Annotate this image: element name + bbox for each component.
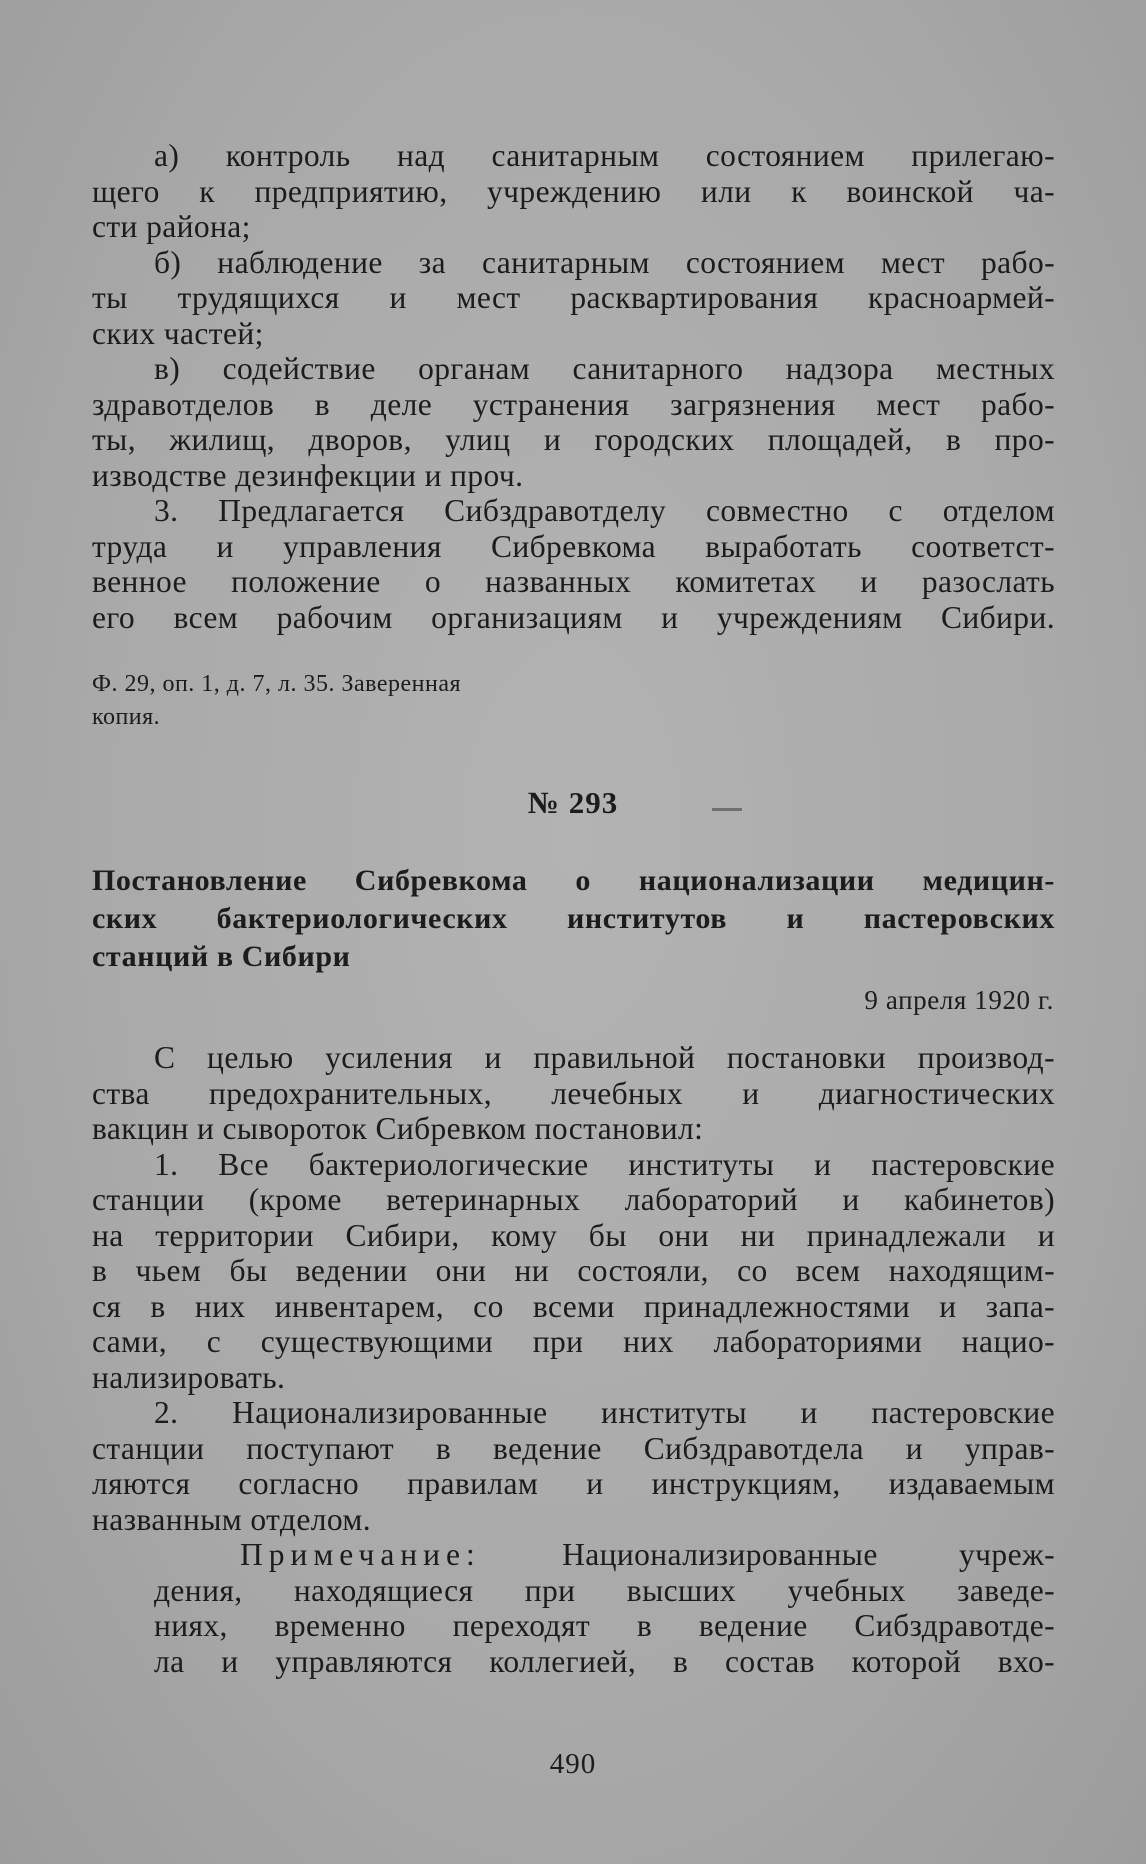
note-line — [92, 1537, 1055, 1573]
source-note-line: копия. — [92, 704, 161, 730]
note-label: Примечание: — [240, 1537, 481, 1572]
text-line: ских частей; — [92, 315, 264, 351]
text-line: ся в них инвентарем, со всеми принадлежностями и запа- — [92, 1288, 1055, 1324]
text-line: щего к предприятию, учреждению или к воинской ча- — [92, 173, 1055, 209]
text-line: названным отделом. — [92, 1501, 371, 1537]
text-line: 2. Национализированные институты и пастеровские — [154, 1395, 1055, 1430]
text-line: венное положение о названных комитетах и разослать — [92, 564, 1055, 599]
text-line: С целью усиления и правильной постановки производ- — [154, 1040, 1055, 1075]
text-line: 3. Предлагается Сибздравотделу совместно с отделом — [154, 493, 1055, 528]
text-line: б) наблюдение за санитарным состоянием мест рабо- — [154, 244, 1055, 280]
text-line: на территории Сибири, кому бы они ни принадлежали и — [92, 1217, 1055, 1253]
note-line: ниях, временно переходят в ведение Сибздравотде- — [154, 1608, 1055, 1643]
title-line: ских бактериологических институтов и пастеровских — [92, 902, 1055, 935]
text-line: ты трудящихся и мест расквартирования красноармей- — [92, 280, 1055, 315]
text-line: вакцин и сывороток Сибревком постановил: — [92, 1111, 704, 1146]
top-section — [92, 138, 1055, 635]
source-note — [92, 668, 461, 734]
document-date: 9 апреля 1920 г. — [864, 985, 1054, 1015]
text-line: в) содействие органам санитарного надзора местных — [154, 351, 1055, 386]
text-line: ты, жилищ, дворов, улиц и городских площадей, в про- — [92, 422, 1055, 457]
print-mark — [712, 808, 742, 811]
text-line: сами, с существующими при них лабораториями нацио- — [92, 1324, 1055, 1359]
text-line: сти района; — [92, 209, 251, 244]
title-line: Постановление Сибревкома о национализации медицин- — [92, 864, 1055, 897]
text-line: 1. Все бактериологические институты и пастеровские — [154, 1146, 1055, 1182]
text-line: в чьем бы ведении они ни состояли, со всем находящим- — [92, 1253, 1055, 1288]
text-line: изводстве дезинфекции и проч. — [92, 457, 524, 493]
title-line: станций в Сибири — [92, 940, 351, 973]
document-title — [92, 862, 1055, 976]
document-number: № 293 — [527, 785, 619, 820]
note-line: ла и управляются коллегией, в состав которой вхо- — [154, 1643, 1055, 1679]
text-line: нализировать. — [92, 1359, 286, 1395]
note-line: дения, находящиеся при высших учебных заведе- — [154, 1572, 1055, 1608]
text-line: а) контроль над санитарным состоянием прилегаю- — [154, 138, 1055, 173]
text-line: труда и управления Сибревкома выработать соответст- — [92, 528, 1055, 564]
text-line: ства предохранительных, лечебных и диагностических — [92, 1075, 1055, 1111]
text-line: станции (кроме ветеринарных лабораторий и кабинетов) — [92, 1182, 1055, 1217]
source-note-line: Ф. 29, оп. 1, д. 7, л. 35. Заверенная — [92, 671, 462, 697]
page-number: 490 — [549, 1748, 597, 1780]
text-line: ляются согласно правилам и инструкциям, издаваемым — [92, 1466, 1055, 1501]
text-line: его всем рабочим организациям и учреждениям Сибири. — [92, 599, 1055, 635]
note-text: Национализированные учреж- — [562, 1537, 1056, 1572]
text-line: станции поступают в ведение Сибздравотдела и управ- — [92, 1430, 1055, 1466]
document-body — [92, 1040, 1055, 1679]
text-line: здравотделов в деле устранения загрязнения мест рабо- — [92, 386, 1055, 422]
